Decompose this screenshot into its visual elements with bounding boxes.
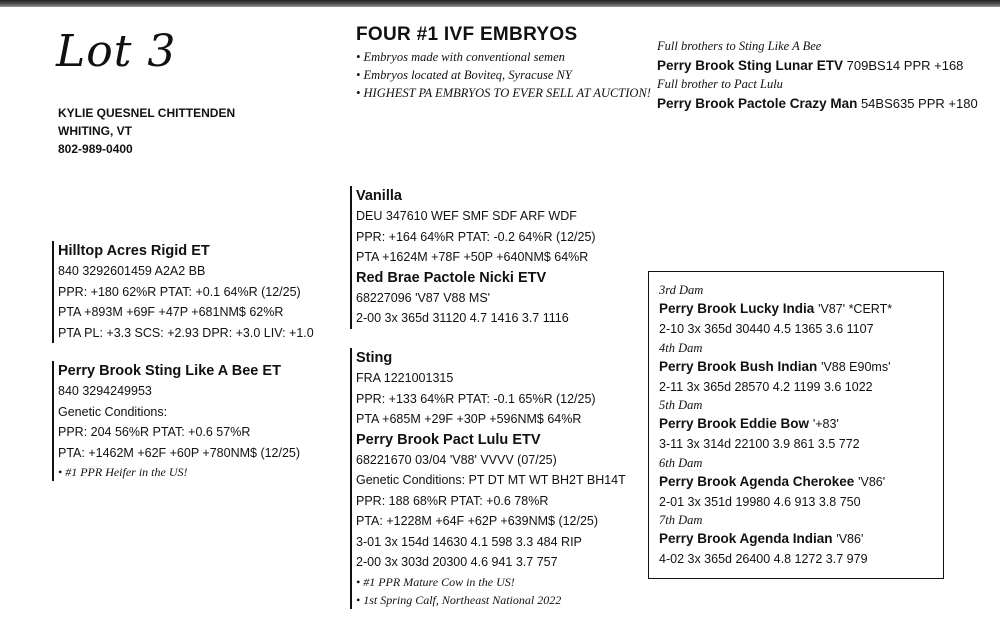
maternal-sire-line: PTA +1624M +78F +50P +640NM$ 64%R [356,250,589,264]
granddam-line: 3-01 3x 154d 14630 4.1 598 3.3 484 RIP [356,534,582,549]
dam-name: Perry Brook Sting Like A Bee ET [58,363,281,379]
consignor-name: KYLIE QUESNEL CHITTENDEN [58,106,236,120]
maternal-dam-line: 68227096 'V87 V88 MS' [356,290,491,305]
dam-ancestor-record: 2-01 3x 351d 19980 4.6 913 3.8 750 [659,494,861,509]
granddam-name: Perry Brook Pact Lulu ETV [356,431,541,448]
maternal-sire-line: DEU 347610 WEF SMF SDF ARF WDF [356,209,577,223]
offering-bullets [356,48,651,102]
brother-name: Perry Brook Sting Lunar ETV [657,58,844,73]
sire-line: PPR: +180 62%R PTAT: +0.1 64%R (12/25) [58,284,301,299]
granddam-line: 68221670 03/04 'V88' VVVV (07/25) [356,452,557,467]
offering-headline: FOUR #1 IVF EMBRYOS [356,24,578,45]
consignor-phone: 802-989-0400 [58,142,133,156]
brother-label: Full brother to Pact Lulu [657,77,783,91]
sire-line: PTA PL: +3.3 SCS: +2.93 DPR: +3.0 LIV: +1.0 [58,325,314,340]
granddam-line: PPR: 188 68%R PTAT: +0.6 78%R [356,493,549,508]
brother-detail: 709BS14 PPR +168 [846,58,964,73]
dam-ancestor-class: '+83' [812,417,839,431]
dam-generation: 4th Dam [659,340,703,355]
dam-ancestor-class: 'V88 E90ms' [821,359,891,374]
dam-line: 840 3294249953 [58,384,152,398]
granddam-line: 2-00 3x 303d 20300 4.6 941 3.7 757 [356,555,558,569]
dam-line: Genetic Conditions: [58,404,168,419]
dam-line: PTA: +1462M +62F +60P +780NM$ (12/25) [58,445,301,460]
maternal-grandsire-block [350,348,626,609]
brother-detail: 54BS635 PPR +180 [860,96,978,111]
maternal-grandsire-line: FRA 1221001315 [356,371,454,385]
full-brothers [657,38,978,114]
granddam-note: • #1 PPR Mature Cow in the US! [356,573,626,591]
offering-bullet: • Embryos located at Boviteq, Syracuse NY [356,66,651,84]
dam-line: PPR: 204 56%R PTAT: +0.6 57%R [58,425,251,439]
brother-name: Perry Brook Pactole Crazy Man [657,96,858,111]
offering-bullet: • HIGHEST PA EMBRYOS TO EVER SELL AT AUCTION! [356,84,651,102]
sire-block [52,241,314,343]
dam-block [52,361,300,481]
maternal-grandsire-name: Sting [356,350,393,366]
dam-ancestor-class: 'V86' [836,532,864,546]
maternal-sire-block [350,186,596,329]
maternal-grandsire-line: PPR: +133 64%R PTAT: -0.1 65%R (12/25) [356,391,596,406]
dam-ancestor-name: Perry Brook Bush Indian 'V88 E90ms' [659,358,891,374]
maternal-sire-name: Vanilla [356,188,402,204]
consignor-info [58,104,235,158]
brother-entry [657,93,978,114]
top-border [0,0,1000,7]
maternal-sire-line: PPR: +164 64%R PTAT: -0.2 64%R (12/25) [356,229,596,244]
dam-generation: 7th Dam [659,513,703,527]
granddam-line: PTA: +1228M +64F +62P +639NM$ (12/25) [356,514,599,528]
maternal-dam-line: 2-00 3x 365d 31120 4.7 1416 3.7 1116 [356,311,569,325]
dam-ancestor-record: 4-02 3x 365d 26400 4.8 1272 3.7 979 [659,552,868,566]
dam-ancestor-name: Perry Brook Agenda Indian 'V86' [659,531,864,546]
dam-ancestor-class: 'V87' *CERT* [818,302,893,316]
maternal-grandsire-line: PTA +685M +29F +30P +596NM$ 64%R [356,412,582,426]
dam-ancestor-name: Perry Brook Agenda Cherokee 'V86' [659,473,886,489]
brother-entry [657,55,978,76]
sire-name: Hilltop Acres Rigid ET [58,243,210,259]
dam-generation: 5th Dam [659,398,703,412]
sire-line: 840 3292601459 A2A2 BB [58,264,206,278]
dam-pedigree-box [648,271,944,579]
maternal-dam-name: Red Brae Pactole Nicki ETV [356,269,547,286]
brother-label: Full brothers to Sting Like A Bee [657,39,822,53]
offering-bullet: • Embryos made with conventional semen [356,48,651,66]
dam-ancestor-class: 'V86' [858,474,886,489]
dam-ancestor-record: 2-10 3x 365d 30440 4.5 1365 3.6 1107 [659,322,874,336]
dam-note: • #1 PPR Heifer in the US! [58,463,300,481]
sire-line: PTA +893M +69F +47P +681NM$ 62%R [58,305,284,319]
consignor-location: WHITING, VT [58,124,132,138]
dam-ancestor-record: 2-11 3x 365d 28570 4.2 1199 3.6 1022 [659,379,873,394]
dam-ancestor-name: Perry Brook Eddie Bow '+83' [659,416,839,431]
dam-ancestor-record: 3-11 3x 314d 22100 3.9 861 3.5 772 [659,437,860,451]
dam-generation: 6th Dam [659,455,703,470]
granddam-line: Genetic Conditions: PT DT MT WT BH2T BH14T [356,473,626,487]
dam-ancestor-name: Perry Brook Lucky India 'V87' *CERT* [659,301,893,316]
dam-generation: 3rd Dam [659,283,704,297]
granddam-note: • 1st Spring Calf, Northeast National 2022 [356,591,626,609]
lot-title: Lot 3 [56,26,177,77]
